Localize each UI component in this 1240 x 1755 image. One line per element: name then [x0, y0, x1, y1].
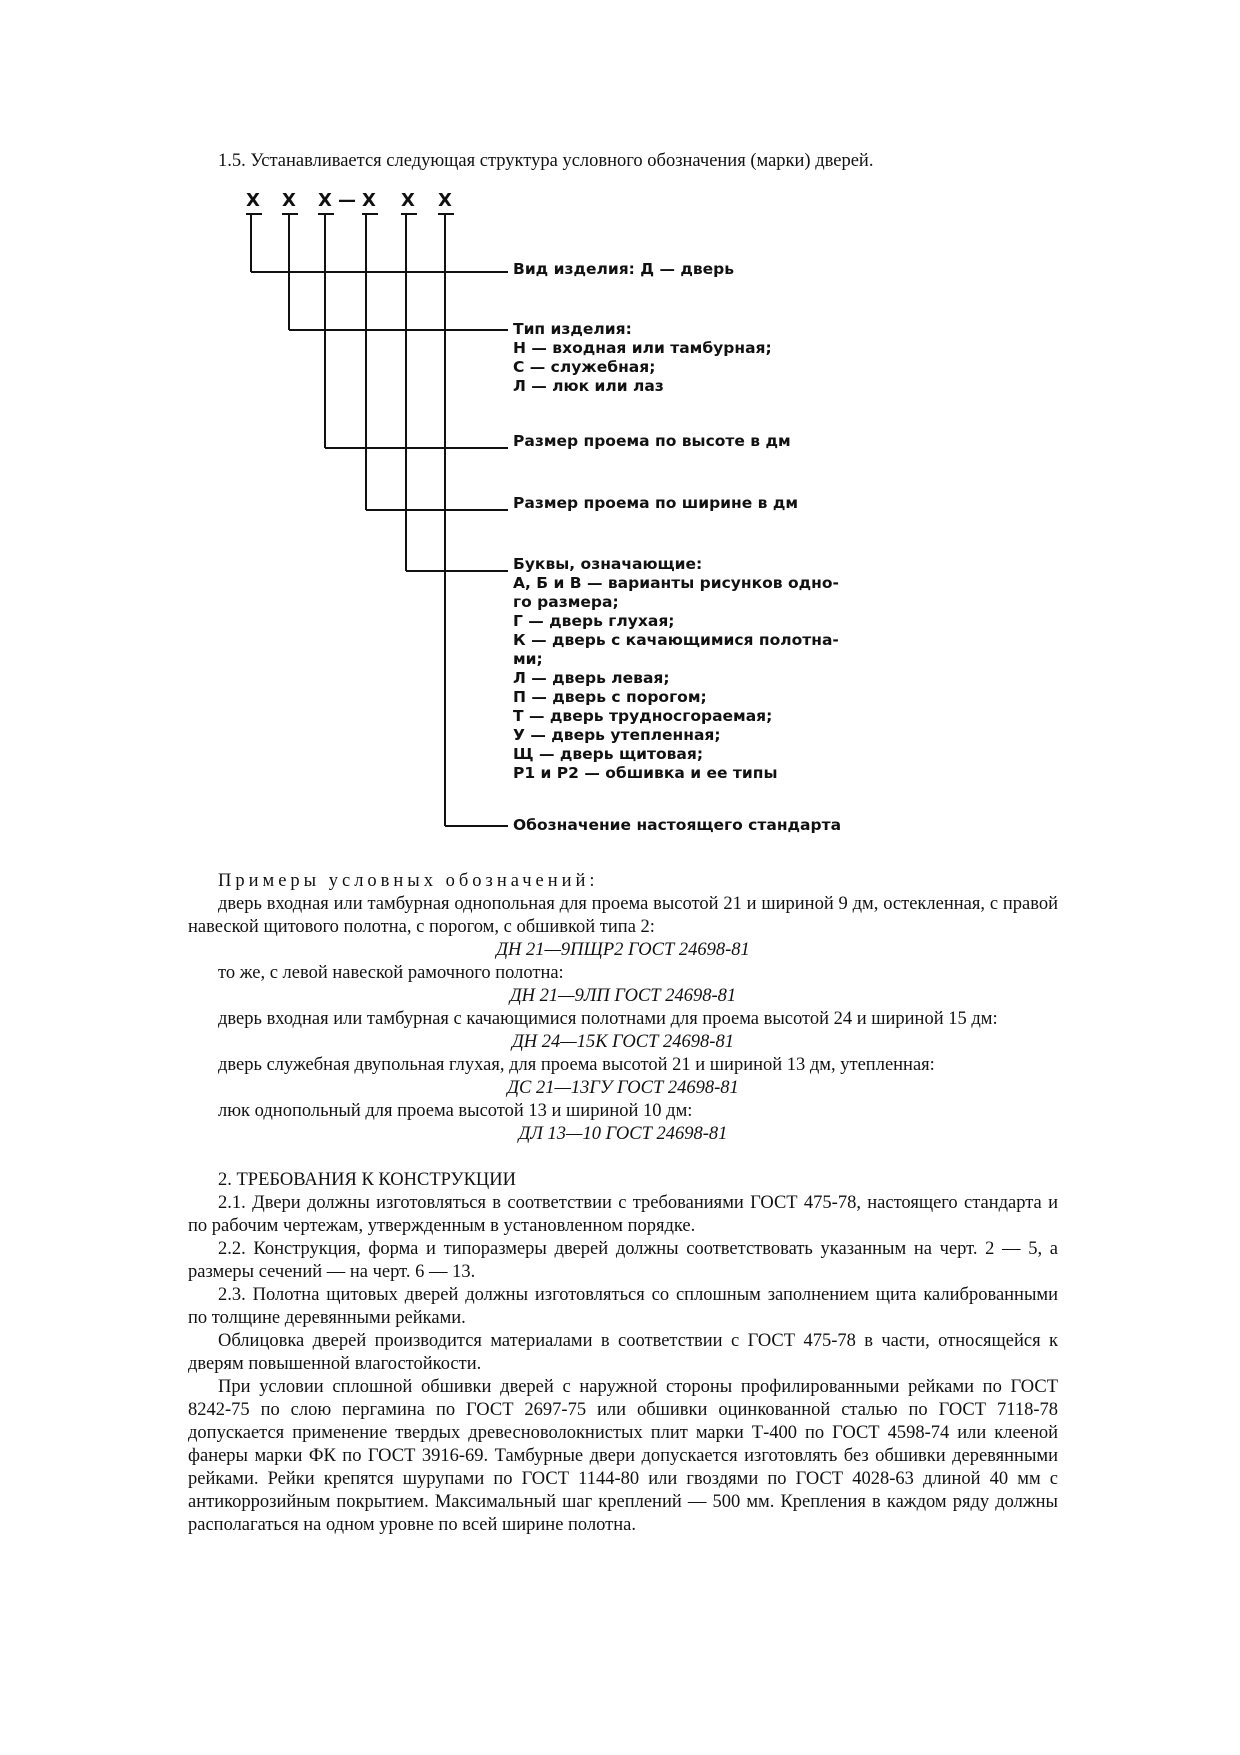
main-text-block	[188, 870, 1058, 1537]
diagram-label-width: Размер проема по ширине в дм	[513, 494, 799, 512]
example-description: люк однопольный для проема высотой 13 и шириной 10 дм:	[218, 1101, 693, 1121]
diagram-label-line: Г — дверь глухая;	[513, 612, 675, 630]
diagram-label-letters: Буквы, означающие:	[513, 555, 703, 573]
diagram-label-line: С — служебная;	[513, 358, 656, 376]
diagram-label-line: Щ — дверь щитовая;	[513, 745, 704, 763]
x-mark: Х	[438, 190, 452, 211]
section-2-paragraph: 2.2. Конструкция, форма и типоразмеры дверей должны соответствовать указанным на черт. 2 — 5, а размеры сечений — на черт. 6 — 13.	[188, 1239, 1058, 1282]
diagram-label-line: П — дверь с порогом;	[513, 688, 707, 706]
x-mark: Х	[362, 190, 376, 211]
diagram-label-product-kind: Вид изделия: Д — дверь	[513, 260, 735, 278]
diagram-label-line: Л — дверь левая;	[513, 669, 670, 687]
diagram-label-line: К — дверь с качающимися полотна-	[513, 631, 839, 649]
example-code: ДН 21—9ЛП ГОСТ 24698-81	[509, 986, 737, 1006]
diagram-lines	[246, 214, 508, 826]
diagram-label-standard: Обозначение настоящего стандарта	[513, 816, 842, 834]
diagram-label-line: У — дверь утепленная;	[513, 726, 721, 744]
designation-structure-diagram	[0, 0, 1240, 860]
section-2-paragraph: 2.3. Полотна щитовых дверей должны изготовляться со сплошным заполнением щита калиброванными по толщине деревянными рейками.	[188, 1285, 1058, 1328]
heading-1-5-text: 1.5. Устанавливается следующая структура условного обозначения (марки) дверей.	[218, 151, 874, 171]
diagram-label-line: Р1 и Р2 — обшивка и ее типы	[513, 764, 778, 782]
diagram-label-line: ми;	[513, 650, 543, 668]
example-code: ДЛ 13—10 ГОСТ 24698-81	[518, 1124, 728, 1144]
example-code: ДН 21—9ПЩР2 ГОСТ 24698-81	[496, 940, 750, 960]
diagram-label-product-type: Тип изделия:	[513, 320, 632, 338]
examples-title: Примеры условных обозначений:	[218, 871, 599, 891]
spacer	[188, 1146, 1058, 1169]
example-description: дверь входная или тамбурная с качающимися полотнами для проема высотой 24 и шириной 15 дм:	[218, 1009, 998, 1029]
diagram-label-line: Л — люк или лаз	[513, 377, 664, 395]
section-2-paragraph: При условии сплошной обшивки дверей с наружной стороны профилированными рейками по ГОСТ 8242-75 по слою пергамина по ГОСТ 2697-75 или обшивки оцинкованной сталью по ГОСТ 7118-78 допускается применение твердых древесноволокнистых плит марки Т-400 по ГОСТ 4598-74 или клееной фанеры марки ФК по ГОСТ 3916-69. Тамбурные двери допускается изготовлять без обшивки деревянными рейками. Рейки крепятся шурупами по ГОСТ 1144-80 или гвоздями по ГОСТ 4028-63 длиной 40 мм с антикоррозийным покрытием. Максимальный шаг креплений — 500 мм. Крепления в каждом ряду должны располагаться на одном уровне по всей ширине полотна.	[188, 1377, 1058, 1535]
section-2-paragraph: 2.1. Двери должны изготовляться в соответствии с требованиями ГОСТ 475-78, настоящего стандарта и по рабочим чертежам, утвержденным в установленном порядке.	[188, 1193, 1058, 1236]
x-mark: Х	[246, 190, 260, 211]
x-mark: Х	[318, 190, 332, 211]
example-description: дверь входная или тамбурная однопольная для проема высотой 21 и шириной 9 дм, остекленная, с правой навеской щитового полотна, с порогом, с обшивкой типа 2:	[188, 894, 1058, 937]
x-mark: Х	[282, 190, 296, 211]
example-description: то же, с левой навеской рамочного полотна:	[218, 963, 564, 983]
diagram-label-line: Т — дверь трудносгораемая;	[513, 707, 773, 725]
section-2-title: 2. ТРЕБОВАНИЯ К КОНСТРУКЦИИ	[218, 1170, 517, 1190]
example-code: ДС 21—13ГУ ГОСТ 24698-81	[507, 1078, 739, 1098]
diagram-label-line: А, Б и В — варианты рисунков одно-	[513, 574, 839, 592]
diagram-label-height: Размер проема по высоте в дм	[513, 432, 791, 450]
example-code: ДН 24—15К ГОСТ 24698-81	[512, 1032, 734, 1052]
x-mark: Х	[401, 190, 415, 211]
section-2-paragraph: Облицовка дверей производится материалами в соответствии с ГОСТ 475-78 в части, относящейся к дверям повышенной влагостойкости.	[188, 1331, 1058, 1374]
example-description: дверь служебная двупольная глухая, для проема высотой 21 и шириной 13 дм, утепленная:	[218, 1055, 935, 1075]
diagram-label-line: Н — входная или тамбурная;	[513, 339, 772, 357]
x-dash: —	[338, 190, 356, 211]
diagram-label-line: го размера;	[513, 593, 619, 611]
